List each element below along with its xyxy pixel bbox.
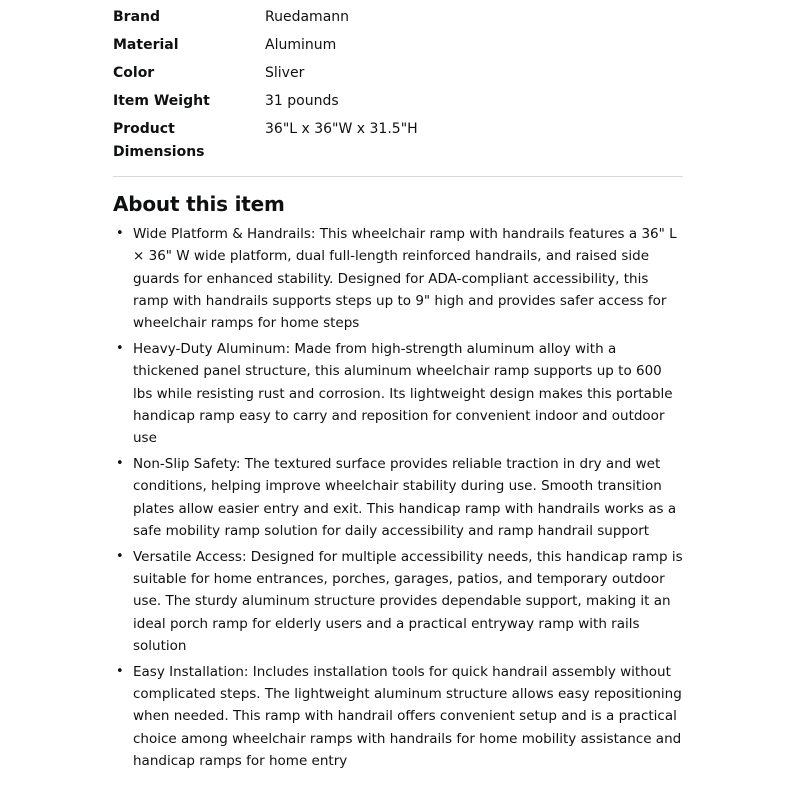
feature-bullet-text: Non-Slip Safety: The textured surface provides reliable traction in dry and wet conditions, helping improve wheelchair stability during use. Smooth transition plates allow easier entry and exit. This handicap ramp with handrails works as a safe mobility ramp solution for daily accessibility and ramp handrail support [133, 455, 677, 539]
feature-bullet [113, 453, 685, 542]
spec-row-item-weight [113, 90, 685, 113]
bullet-dot-icon: • [116, 455, 124, 471]
spec-value: Aluminum [265, 37, 337, 53]
spec-value: 31 pounds [265, 93, 339, 109]
spec-key: Color [113, 65, 155, 81]
spec-row-color [113, 62, 685, 85]
spec-key: Product Dimensions [113, 121, 205, 160]
feature-bullet [113, 661, 685, 772]
product-spec-table [113, 6, 685, 163]
feature-bullet-text: Versatile Access: Designed for multiple accessibility needs, this handicap ramp is suitable for home entrances, porches, garages, patios, and temporary outdoor use. The sturdy aluminum structure provides dependable support, making it an ideal porch ramp for elderly users and a practical entryway ramp with rails solution [133, 548, 683, 654]
feature-bullet [113, 223, 685, 334]
feature-bullet [113, 338, 685, 449]
feature-bullet-text: Heavy-Duty Aluminum: Made from high-strength aluminum alloy with a thickened panel structure, this aluminum wheelchair ramp supports up to 600 lbs while resisting rust and corrosion. Its lightweight design makes this portable handicap ramp easy to carry and reposition for convenient indoor and outdoor use [133, 340, 673, 447]
bullet-dot-icon: • [116, 663, 124, 679]
spec-value: Ruedamann [265, 9, 350, 25]
feature-bullet-text: Wide Platform & Handrails: This wheelchair ramp with handrails features a 36" L × 36" W wide platform, dual full-length reinforced handrails, and raised side guards for enhanced stability. Designed for ADA-compliant accessibility, this ramp with handrails supports steps up to 9" high and provides safer access for wheelchair ramps for home steps [133, 226, 677, 332]
spec-row-product-dimensions [113, 118, 685, 163]
about-this-item-heading: About this item [113, 192, 285, 216]
feature-bullet-text: Easy Installation: Includes installation tools for quick handrail assembly without complicated steps. The lightweight aluminum structure allows easy repositioning when needed. This ramp with handrail offers convenient setup and is a practical choice among wheelchair ramps with handrails for home mobility assistance and handicap ramps for home entry [133, 663, 682, 769]
bullet-dot-icon: • [116, 548, 124, 564]
bullet-dot-icon: • [116, 340, 124, 356]
feature-bullet-list [113, 223, 685, 776]
spec-row-brand [113, 6, 685, 29]
product-details [113, 0, 685, 769]
spec-row-material [113, 34, 685, 57]
spec-key: Item Weight [113, 93, 210, 109]
spec-key: Brand [113, 9, 161, 25]
spec-value: 36"L x 36"W x 31.5"H [265, 121, 418, 137]
bullet-dot-icon: • [116, 226, 124, 241]
section-divider [113, 176, 683, 177]
spec-value: Sliver [265, 65, 305, 81]
spec-key: Material [113, 37, 179, 53]
feature-bullet [113, 546, 685, 657]
